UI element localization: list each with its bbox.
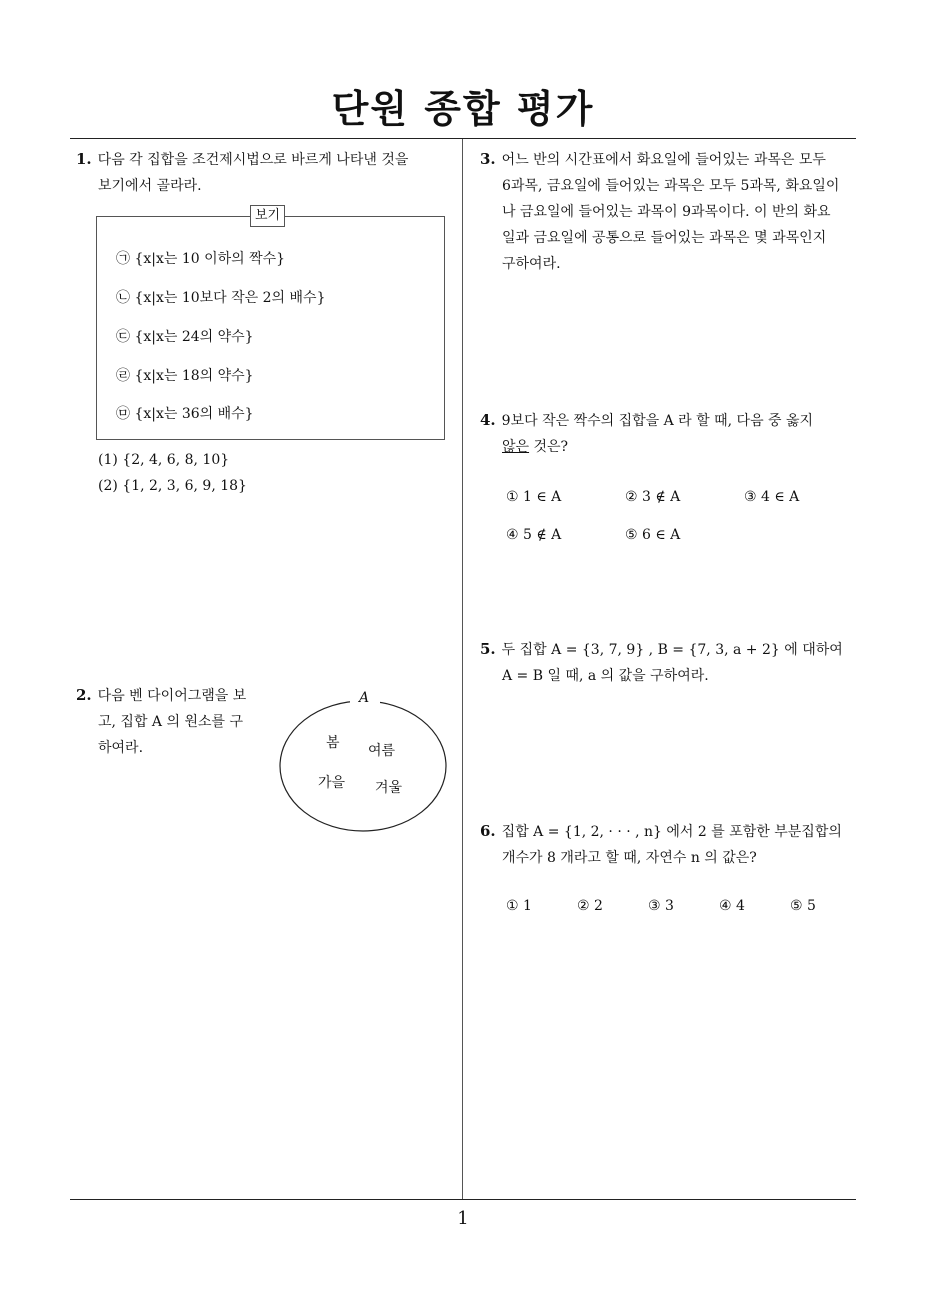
answer-option[interactable]: ① 1 [506,898,532,914]
answer-option[interactable]: ② 3 ∉ A [625,489,681,505]
question-number: 5. [480,640,496,658]
answer-option[interactable]: ④ 5 ∉ A [506,527,562,543]
question-3 [480,146,860,277]
bottom-rule [70,1199,856,1200]
example-item: ㉣ {x|x는 18의 약수} [116,368,254,384]
question-text: 9보다 작은 짝수의 집합을 A 라 할 때, 다음 중 옳지 [501,413,814,429]
venn-diagram [278,690,453,835]
question-text: 다음 벤 다이어그램을 보 [97,688,247,704]
top-rule [70,138,856,139]
question-2 [76,682,266,761]
question-6 [480,818,865,871]
question-number: 6. [480,822,496,840]
question-text: 구하여라. [502,256,561,272]
question-number: 4. [480,411,496,429]
venn-element: 봄 [326,735,340,751]
question-text: 개수가 8 개라고 할 때, 자연수 n 의 값은? [502,850,757,866]
venn-set-label: A [359,690,370,706]
question-text: 하여라. [98,740,144,756]
venn-element: 겨울 [375,780,403,796]
sub-question: (1) {2, 4, 6, 8, 10} [98,452,230,468]
answer-option[interactable]: ③ 4 ∈ A [744,489,800,505]
question-number: 1. [76,150,92,168]
venn-element: 가을 [318,775,346,791]
page-title: 단원 종합 평가 [331,87,595,131]
question-number: 2. [76,686,92,704]
question-text: 6과목, 금요일에 들어있는 과목은 모두 5과목, 화요일이 [502,178,840,194]
question-text: 어느 반의 시간표에서 화요일에 들어있는 과목은 모두 [501,152,826,168]
example-box-label: 보기 [250,205,285,227]
question-5 [480,636,865,689]
answer-option[interactable]: ② 2 [577,898,603,914]
answer-option[interactable]: ⑤ 5 [790,898,816,914]
question-text: 두 집합 A = {3, 7, 9} , B = {7, 3, a + 2} 에 대하여 [501,642,843,658]
question-text: 일과 금요일에 공통으로 들어있는 과목은 몇 과목인지 [502,230,827,246]
question-text: A = B 일 때, a 의 값을 구하여라. [502,668,709,684]
question-text: 나 금요일에 들어있는 과목이 9과목이다. 이 반의 화요 [502,204,831,220]
question-text: 다음 각 집합을 조건제시법으로 바르게 나타낸 것을 [97,152,409,168]
sub-question: (2) {1, 2, 3, 6, 9, 18} [98,478,247,494]
page-number: 1 [457,1208,469,1229]
venn-element: 여름 [368,743,396,759]
question-text: 집합 A = {1, 2, · · · , n} 에서 2 를 포함한 부분집합의 [501,824,842,840]
question-text: 고, 집합 A 의 원소를 구 [98,714,244,730]
question-text: 것은? [529,439,569,455]
question-4 [480,407,860,460]
question-1 [76,146,461,199]
answer-option[interactable]: ③ 3 [648,898,674,914]
answer-option[interactable]: ④ 4 [719,898,745,914]
question-number: 3. [480,150,496,168]
example-item: ㉤ {x|x는 36의 배수} [116,406,254,422]
example-item: ㉠ {x|x는 10 이하의 짝수} [116,251,286,267]
answer-option[interactable]: ① 1 ∈ A [506,489,562,505]
answer-option[interactable]: ⑤ 6 ∈ A [625,527,681,543]
column-divider [462,139,463,1199]
example-item: ㉡ {x|x는 10보다 작은 2의 배수} [116,290,326,306]
example-item: ㉢ {x|x는 24의 약수} [116,329,254,345]
underlined-text: 않은 [502,439,530,455]
question-text: 보기에서 골라라. [98,178,202,194]
